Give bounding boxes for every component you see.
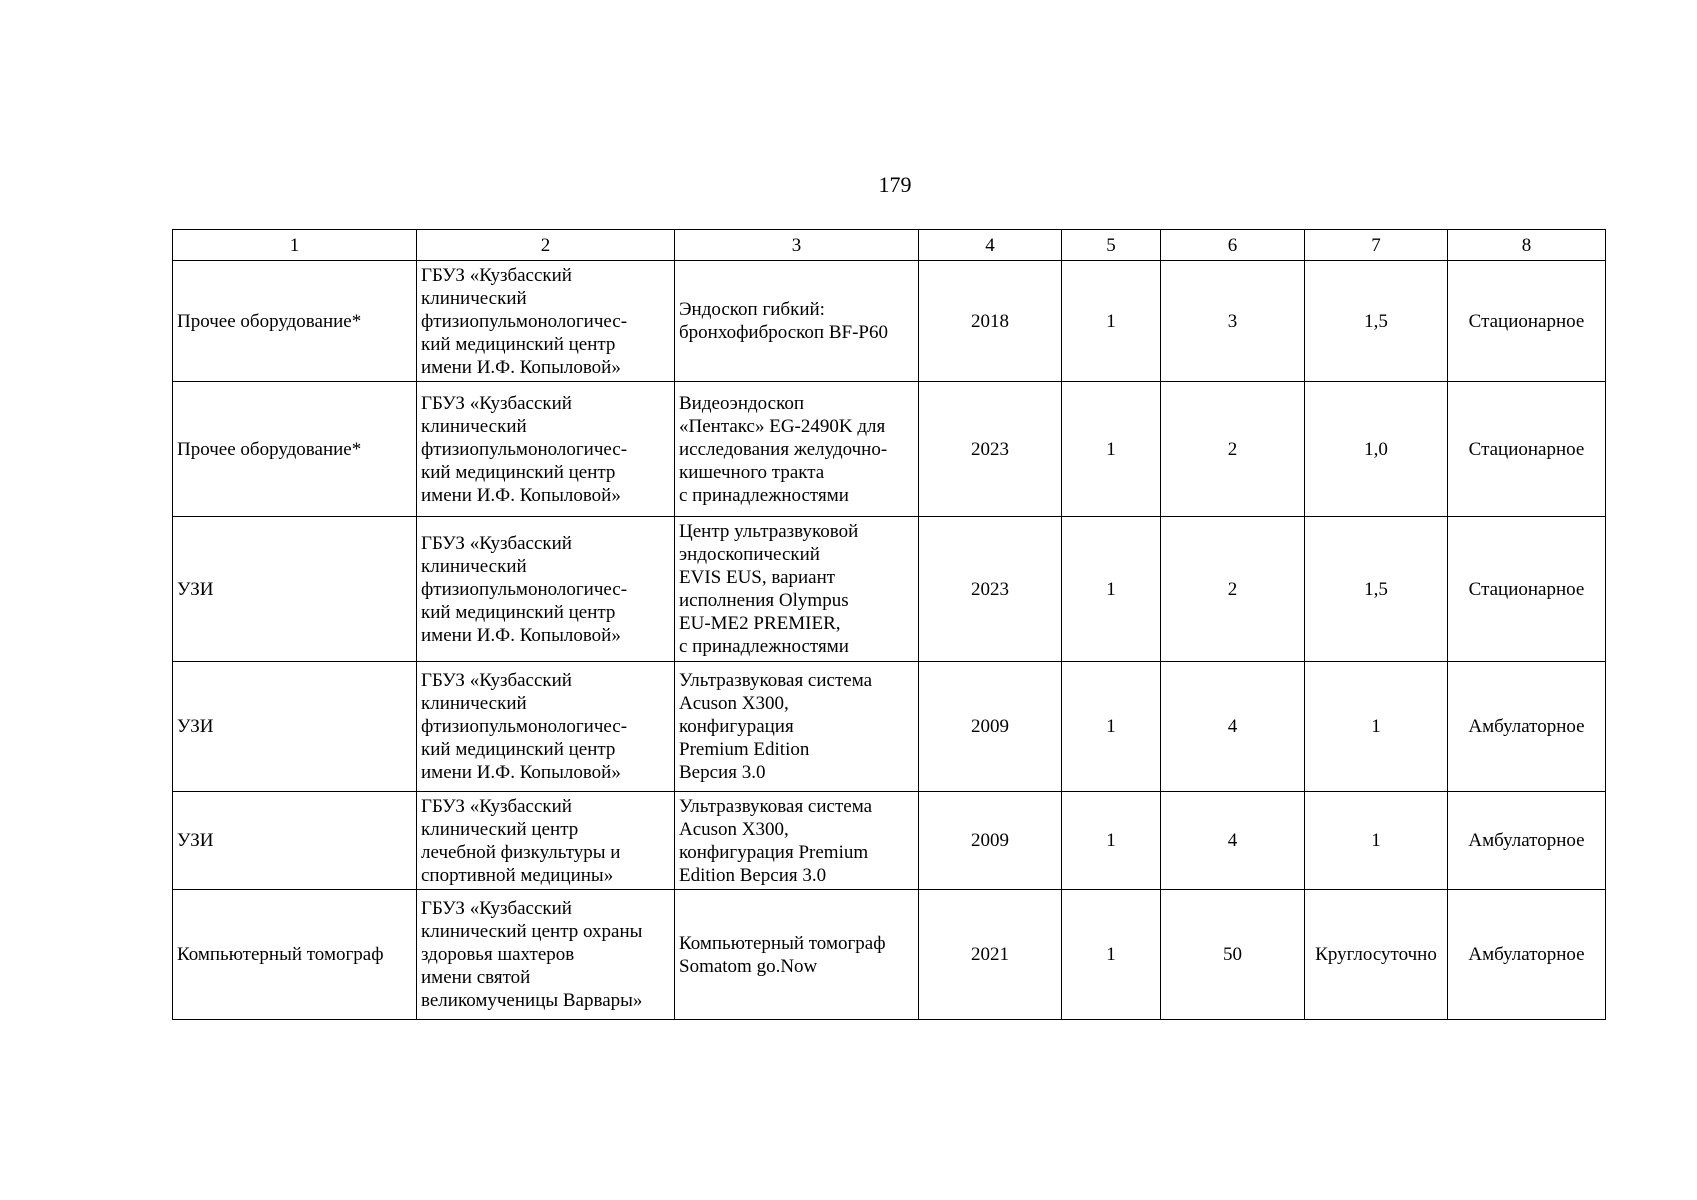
organization-text: ГБУЗ «Кузбасский клинический фтизиопульмонологичес- кий медицинский центр имени И.Ф. Копыловой» bbox=[421, 670, 628, 783]
header-cell-7: 7 bbox=[1305, 230, 1448, 261]
table-row bbox=[173, 890, 1606, 1020]
organization-text: ГБУЗ «Кузбасский клинический фтизиопульмонологичес- кий медицинский центр имени И.Ф. Копыловой» bbox=[421, 264, 628, 378]
equipment-name-text: Эндоскоп гибкий: бронхофиброскоп BF-P60 bbox=[679, 299, 888, 343]
organization-cell bbox=[417, 792, 675, 890]
equipment-name-text: Видеоэндоскоп «Пентакс» EG-2490K для исследования желудочно- кишечного тракта с принадлежностями bbox=[679, 392, 888, 506]
year-cell: 2021 bbox=[919, 890, 1062, 1020]
equipment-name-cell bbox=[675, 890, 919, 1020]
page-number: 179 bbox=[878, 172, 912, 197]
table-row bbox=[173, 792, 1606, 890]
organization-text: ГБУЗ «Кузбасский клинический фтизиопульмонологичес- кий медицинский центр имени И.Ф. Копыловой» bbox=[421, 532, 628, 646]
column-7-cell: Круглосуточно bbox=[1305, 890, 1448, 1020]
year-cell: 2009 bbox=[919, 792, 1062, 890]
column-6-cell: 3 bbox=[1161, 261, 1305, 382]
column-5-cell: 1 bbox=[1062, 382, 1161, 517]
column-7-cell: 1 bbox=[1305, 792, 1448, 890]
equipment-name-cell bbox=[675, 662, 919, 792]
column-5-cell: 1 bbox=[1062, 792, 1161, 890]
column-7-cell: 1,0 bbox=[1305, 382, 1448, 517]
equipment-name-cell bbox=[675, 792, 919, 890]
organization-text: ГБУЗ «Кузбасский клинический центр лечебной физкультуры и спортивной медицины» bbox=[421, 795, 621, 886]
equipment-name-cell bbox=[675, 517, 919, 662]
header-cell-4: 4 bbox=[919, 230, 1062, 261]
equipment-name-cell bbox=[675, 382, 919, 517]
equipment-name-text: Ультразвуковая система Acuson X300, конфигурация Premium Edition Версия 3.0 bbox=[679, 795, 873, 886]
column-6-cell: 50 bbox=[1161, 890, 1305, 1020]
header-cell-3: 3 bbox=[675, 230, 919, 261]
column-6-cell: 4 bbox=[1161, 792, 1305, 890]
organization-cell bbox=[417, 261, 675, 382]
year-cell: 2018 bbox=[919, 261, 1062, 382]
column-5-cell: 1 bbox=[1062, 890, 1161, 1020]
header-cell-1: 1 bbox=[173, 230, 417, 261]
organization-cell bbox=[417, 662, 675, 792]
column-6-cell: 2 bbox=[1161, 382, 1305, 517]
year-cell: 2023 bbox=[919, 517, 1062, 662]
mode-cell: Амбулаторное bbox=[1448, 662, 1606, 792]
header-cell-2: 2 bbox=[417, 230, 675, 261]
header-cell-5: 5 bbox=[1062, 230, 1161, 261]
equipment-name-text: Ультразвуковая система Acuson X300, конфигурация Premium Edition Версия 3.0 bbox=[679, 670, 873, 783]
table-row bbox=[173, 662, 1606, 792]
header-row bbox=[173, 230, 1606, 261]
equipment-type-cell: УЗИ bbox=[173, 792, 417, 890]
organization-text: ГБУЗ «Кузбасский клинический центр охраны здоровья шахтеров имени святой великомученицы Варвары» bbox=[421, 898, 643, 1011]
header-cell-8: 8 bbox=[1448, 230, 1606, 261]
header-cell-6: 6 bbox=[1161, 230, 1305, 261]
column-7-cell: 1,5 bbox=[1305, 261, 1448, 382]
organization-cell bbox=[417, 382, 675, 517]
table-row bbox=[173, 261, 1606, 382]
year-cell: 2009 bbox=[919, 662, 1062, 792]
mode-cell: Стационарное bbox=[1448, 517, 1606, 662]
mode-cell: Стационарное bbox=[1448, 261, 1606, 382]
organization-cell bbox=[417, 890, 675, 1020]
column-7-cell: 1,5 bbox=[1305, 517, 1448, 662]
equipment-name-cell bbox=[675, 261, 919, 382]
equipment-table bbox=[172, 229, 1606, 1020]
mode-cell: Амбулаторное bbox=[1448, 792, 1606, 890]
column-5-cell: 1 bbox=[1062, 517, 1161, 662]
equipment-type-cell: УЗИ bbox=[173, 662, 417, 792]
column-6-cell: 4 bbox=[1161, 662, 1305, 792]
equipment-type-cell: Прочее оборудование* bbox=[173, 382, 417, 517]
year-cell: 2023 bbox=[919, 382, 1062, 517]
equipment-type-cell: Прочее оборудование* bbox=[173, 261, 417, 382]
column-6-cell: 2 bbox=[1161, 517, 1305, 662]
table-row bbox=[173, 382, 1606, 517]
table-row bbox=[173, 517, 1606, 662]
mode-cell: Стационарное bbox=[1448, 382, 1606, 517]
column-5-cell: 1 bbox=[1062, 261, 1161, 382]
mode-cell: Амбулаторное bbox=[1448, 890, 1606, 1020]
organization-text: ГБУЗ «Кузбасский клинический фтизиопульмонологичес- кий медицинский центр имени И.Ф. Копыловой» bbox=[421, 392, 628, 506]
column-5-cell: 1 bbox=[1062, 662, 1161, 792]
equipment-name-text: Центр ультразвуковой эндоскопический EVIS EUS, вариант исполнения Olympus EU-ME2 PREMIER, с принадлежностями bbox=[679, 521, 859, 657]
column-7-cell: 1 bbox=[1305, 662, 1448, 792]
equipment-type-cell: Компьютерный томограф bbox=[173, 890, 417, 1020]
organization-cell bbox=[417, 517, 675, 662]
equipment-type-cell: УЗИ bbox=[173, 517, 417, 662]
equipment-name-text: Компьютерный томограф Somatom go.Now bbox=[679, 932, 886, 977]
